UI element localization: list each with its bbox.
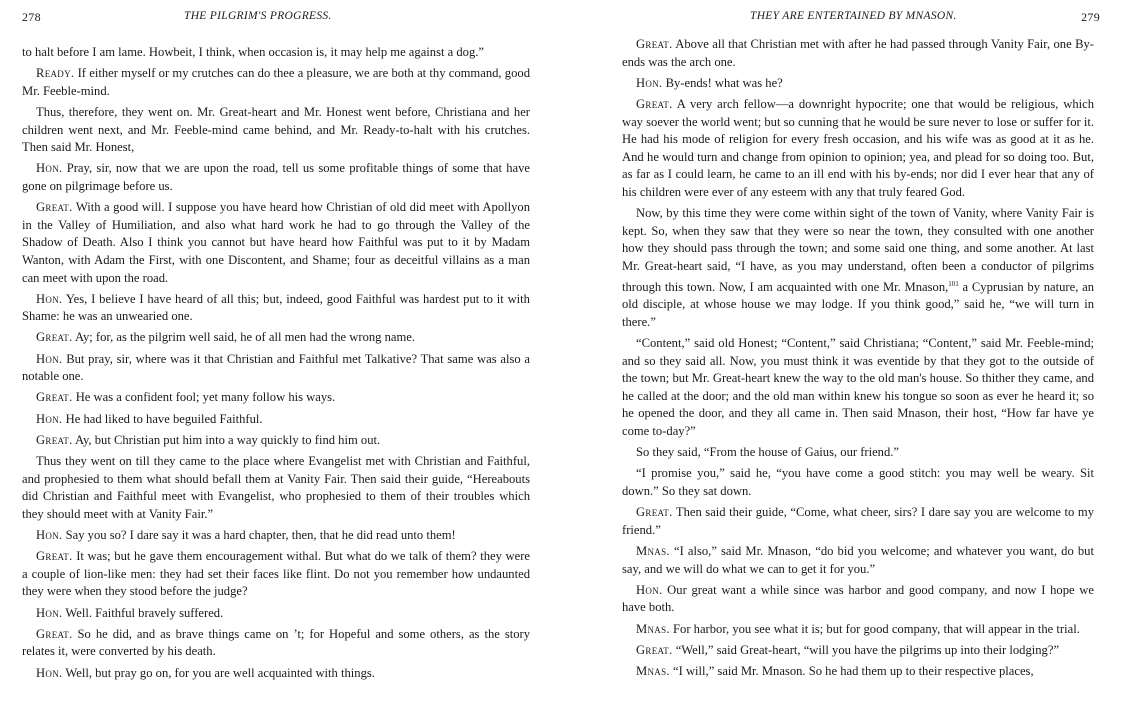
paragraph [622,205,1094,331]
paragraph-text: If either myself or my crutches can do thee a pleasure, we are both at thy command, good Mr. Feeble-mind. [22,66,530,98]
paragraph-text: Then said their guide, “Come, what cheer, sirs? I dare say you are welcome to my friend.” [622,505,1094,537]
paragraph [22,104,530,157]
speaker-label: Hon. [36,605,63,620]
paragraph [22,291,530,326]
speaker-label: Hon. [36,291,63,306]
paragraph [622,663,1094,681]
paragraph [22,411,530,429]
speaker-label: Hon. [36,665,63,680]
speaker-label: Great. [36,330,73,345]
right-page-title: THEY ARE ENTERTAINED BY MNASON. [750,10,957,22]
left-body-text [22,44,530,686]
paragraph [22,605,530,623]
speaker-label: Great. [636,96,673,111]
left-page-number: 278 [22,10,41,24]
paragraph [22,160,530,195]
speaker-label: Mnas. [636,543,670,558]
paragraph [622,444,1094,462]
speaker-label: Great. [36,390,73,405]
right-page-number: 279 [1081,10,1100,24]
paragraph-text: to halt before I am lame. Howbeit, I think, when occasion is, it may help me against a dog.” [22,45,484,59]
paragraph [622,543,1094,578]
paragraph-text: “I will,” said Mr. Mnason. So he had them up to their respective places, [673,663,1034,678]
paragraph-text: “I promise you,” said he, “you have come a good stitch: you may well be weary. Sit down.” So they sat down. [622,466,1094,498]
paragraph [622,96,1094,202]
paragraph [622,465,1094,500]
paragraph-text: Pray, sir, now that we are upon the road, tell us some profitable things of some that have gone on pilgrimage before us. [22,161,531,193]
paragraph-text: “Well,” said Great-heart, “will you have the pilgrims up into their lodging?” [675,642,1060,657]
speaker-label: Hon. [36,161,63,176]
paragraph [22,548,530,601]
paragraph-text: With a good will. I suppose you have heard how Christian of old did meet with Apollyon in the Valley of Humiliation, and also what hard work he had to go through the Valley of the Shadow of Death. Also I think you cannot but have heard how Faithful was put to it by Madam Wanton, with Adam the First, with one Discontent, and Shame; four as deceitful villains as a man can meet with upon the road. [22,200,530,285]
speaker-label: Hon. [36,411,63,426]
paragraph-text: So he did, and as brave things came on ’t; for Hopeful and some others, as the story relates it, were converted by his death. [22,626,531,659]
speaker-label: Great. [636,642,673,657]
speaker-label: Great. [36,432,73,447]
footnote-marker: 101 [948,279,959,288]
speaker-label: Great. [636,37,673,51]
paragraph-text: It was; but he gave them encouragement withal. But what do we talk of them? they were a couple of lion-like men: they had set their faces like flint. Do not you remember how undaunted they were when they stood before the judge? [22,549,531,599]
paragraph-text: Say you so? I dare say it was a hard chapter, then, that he did read unto them! [65,527,456,542]
paragraph-text: But pray, sir, where was it that Christian and Faithful met Talkative? That same was also a notable one. [22,351,531,384]
paragraph [22,665,530,683]
paragraph-text: For harbor, you see what it is; but for good company, that will appear in the trial. [673,621,1080,636]
paragraph-text: Well, but pray go on, for you are well acquainted with things. [65,665,375,680]
paragraph [622,582,1094,617]
paragraph-text: By-ends! what was he? [665,75,783,90]
paragraph-text: So they said, “From the house of Gaius, our friend.” [636,445,900,460]
paragraph [22,329,530,347]
speaker-label: Mnas. [636,621,670,636]
paragraph [22,389,530,407]
paragraph [22,527,530,545]
book-gutter [548,0,578,708]
paragraph-text: “Content,” said old Honest; “Content,” said Christiana; “Content,” said Mr. Feeble-mind; and so they said all. Now, you must think it was eventide by that they got to the outside of the town; but Mr. Great-heart knew the way to the old man's house. So thither they came, and he called at the door; and the old man within knew his tongue so soon as ever he heard it; so he opened the door, and they all came in. Then said Mnason, their host, “How far have ye come to-day?” [622,336,1094,439]
paragraph [622,335,1094,441]
paragraph-text: Well. Faithful bravely suffered. [65,605,224,620]
left-page-title: THE PILGRIM'S PROGRESS. [184,10,332,22]
paragraph [622,75,1094,93]
paragraph [22,44,530,62]
speaker-label: Hon. [36,527,63,542]
speaker-label: Great. [36,626,73,641]
speaker-label: Mnas. [636,663,670,678]
paragraph-text: Above all that Christian met with after he had passed through Vanity Fair, one By-ends was the arch one. [622,37,1094,69]
paragraph-text: “I also,” said Mr. Mnason, “do bid you welcome; and whatever you want, do but say, and we will do what we can to get it for you.” [622,543,1094,576]
speaker-label: Hon. [636,75,663,90]
paragraph-text: Ay, but Christian put him into a way quickly to find him out. [75,432,381,447]
speaker-label: Great. [36,200,73,215]
speaker-label: Ready. [36,66,75,81]
paragraph-text: He was a confident fool; yet many follow his ways. [75,390,336,405]
paragraph [22,626,530,661]
paragraph [22,199,530,287]
paragraph-text-continued: a Cyprusian by nature, an old disciple, at whose house we may lodge. If you think good,” said he, “we will turn in there.” [622,279,1094,329]
paragraph-text: Now, by this time they were come within sight of the town of Vanity, where Vanity Fair is kept. So, when they saw that they were so near the town, they consulted with one another how they should pass through the town; and some said one thing, and some another. At last Mr. Great-heart said, “I have, as you may understand, often been a conductor of pilgrims through this town. Now, I am acquainted with one Mr. Mnason, [622,206,1094,294]
right-body-text [622,36,1094,684]
paragraph [622,36,1094,71]
speaker-label: Hon. [636,582,663,597]
speaker-label: Hon. [36,351,63,366]
speaker-label: Great. [636,505,673,520]
left-page [0,0,532,708]
paragraph [622,642,1094,660]
right-page [592,0,1128,708]
paragraph [622,504,1094,539]
paragraph-text: Thus they went on till they came to the place where Evangelist met with Christian and Faithful, and prophesied to them what should befall them at Vanity Fair. Then said their guide, “Hereabouts did Christian and Faithful meet with Evangelist, who prophesied to them of their troubles which they should meet with at Vanity Fair.” [22,454,530,521]
paragraph [622,621,1094,639]
paragraph-text: Thus, therefore, they went on. Mr. Great-heart and Mr. Honest went before, Christiana and her children went next, and Mr. Feeble-mind came behind, and Mr. Ready-to-halt with his crutches. Then said Mr. Honest, [22,104,530,155]
speaker-label: Great. [36,549,73,564]
paragraph-text: Yes, I believe I have heard of all this; but, indeed, good Faithful was hardest put to it with Shame: he was an unwearied one. [22,291,530,324]
paragraph-text: A very arch fellow—a downright hypocrite; one that would be religious, which way soever the world went; but so cunning that he would be sure never to lose or suffer for it. He had his mode of religion for every fresh occasion, and his wife was as good at it as he. And he would turn and change from opinion to opinion; yea, and plead for so doing too. But, as far as I could learn, he came to an ill end with his by-ends; nor did I ever hear that any of his children were ever of any esteem with any that truly feared God. [622,96,1094,199]
paragraph [22,453,530,523]
paragraph-text: Ay; for, as the pilgrim well said, he of all men had the wrong name. [75,330,416,345]
paragraph-text: Our great want a while since was harbor and good company, and now I hope we have both. [622,582,1094,615]
paragraph-text: He had liked to have beguiled Faithful. [65,411,263,426]
paragraph [22,432,530,450]
paragraph [22,65,530,100]
paragraph [22,351,530,386]
